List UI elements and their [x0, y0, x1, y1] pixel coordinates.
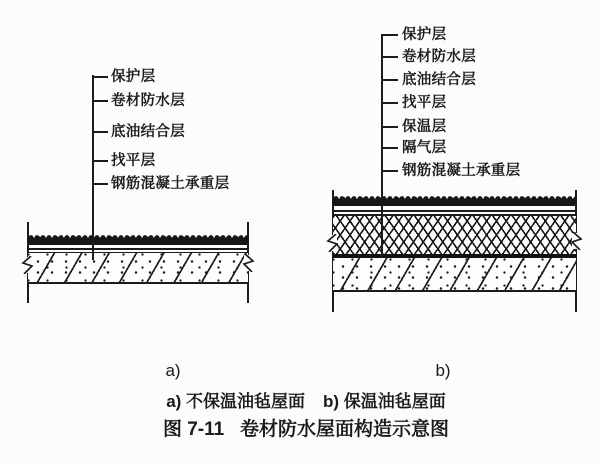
cross-section-b — [332, 190, 577, 312]
cross-section-a — [27, 222, 249, 303]
layer-label: 钢筋混凝土承重层 — [402, 163, 521, 179]
subcaption — [30, 392, 582, 412]
concrete-layer — [28, 252, 248, 284]
layer-label: 卷材防水层 — [402, 49, 476, 65]
layer-label: 卷材防水层 — [111, 93, 185, 109]
leader-tick — [381, 126, 398, 128]
break-mark-icon — [20, 256, 36, 274]
break-mark-icon — [240, 254, 256, 272]
leader-tick — [381, 147, 398, 149]
marker-b: b) — [435, 361, 451, 380]
layer-label: 隔气层 — [402, 140, 447, 156]
layer-label: 保温层 — [402, 119, 447, 135]
layer-label: 保护层 — [111, 69, 156, 85]
layer-label: 找平层 — [402, 95, 447, 111]
insulation-layer — [333, 214, 576, 254]
layer-label: 底油结合层 — [402, 72, 476, 88]
leader-tick — [381, 34, 398, 36]
leader-tick — [381, 170, 398, 172]
figure-title: 图 7-11 卷材防水屋面构造示意图 — [162, 419, 450, 440]
membrane-layer-line — [28, 248, 248, 250]
concrete-layer — [333, 258, 576, 292]
protective-layer-band — [333, 196, 576, 206]
leader-tick — [92, 76, 108, 78]
layer-label: 底油结合层 — [111, 124, 185, 140]
subcaption-b: b) 保温油毡屋面 — [323, 392, 446, 411]
leader-line — [381, 34, 383, 257]
leader-line — [92, 75, 94, 260]
marker-a: a) — [165, 361, 181, 380]
protective-layer-band — [28, 235, 248, 245]
membrane-layer-line — [333, 210, 576, 212]
layer-label: 保护层 — [402, 27, 447, 43]
leader-tick — [381, 102, 398, 104]
subcaption-a: a) 不保温油毡屋面 — [166, 392, 306, 411]
leader-tick — [92, 131, 108, 133]
leader-tick — [92, 160, 108, 162]
leader-tick — [92, 183, 108, 185]
leader-tick — [381, 56, 398, 58]
break-mark-icon — [325, 234, 341, 252]
leader-tick — [381, 79, 398, 81]
layer-label: 找平层 — [111, 153, 156, 169]
break-mark-icon — [568, 232, 584, 250]
leader-tick — [92, 100, 108, 102]
layer-label: 钢筋混凝土承重层 — [111, 176, 230, 192]
